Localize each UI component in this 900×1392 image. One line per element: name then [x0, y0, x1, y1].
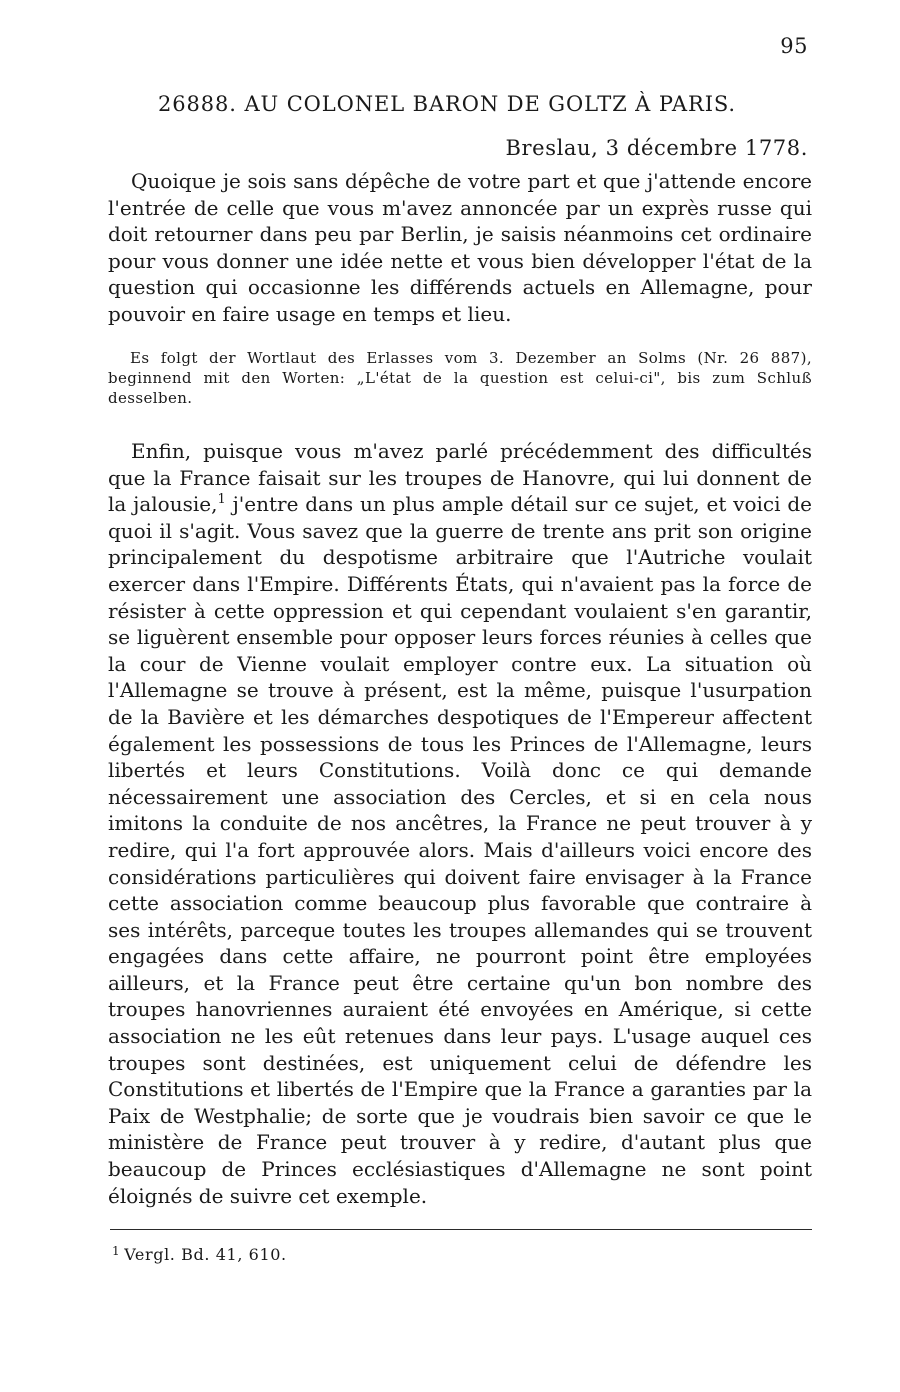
paragraph-1-text: Quoique je sois sans dépêche de votre part et que j'attende encore l'entrée de celle que vous m'avez annoncée par un exprès russe qui doit retourner dans peu par Berlin, je saisis néanmoins cet ordinaire pour vous donner une idée nette et vous bien développer l'état de la question qui occasionne les différends actuels en Allemagne, pour pouvoir en faire usage en temps et lieu.: [108, 169, 812, 326]
footnote-mark: 1: [112, 1244, 121, 1258]
dateline: Breslau, 3 décembre 1778.: [505, 136, 808, 160]
footnote-divider: [110, 1229, 812, 1230]
body-paragraph-1: [108, 168, 812, 328]
editorial-note: Es folgt der Wortlaut des Erlasses vom 3. Dezember an Solms (Nr. 26 887), beginnend mit den Worten: „L'état de la question est celui-ci", bis zum Schluß desselben.: [108, 349, 812, 407]
paragraph-2-text-rest: j'entre dans un plus ample détail sur ce sujet, et voici de quoi il s'agit. Vous savez que la guerre de trente ans prit son origine principalement du despotisme arbitraire que l'Autriche voulait exercer dans l'Empire. Différents États, qui n'avaient pas la force de résister à cette oppression et qui cependant voulaient s'en garantir, se liguèrent ensemble pour opposer leurs forces réunies à celles que la cour de Vienne voulait employer contre eux. La situation où l'Allemagne se trouve à présent, est la même, puisque l'usurpation de la Bavière et les démarches despotiques de l'Empereur affectent également les possessions de tous les Princes de l'Allemagne, leurs libertés et leurs Constitutions. Voilà donc ce qui demande nécessairement une association des Cercles, et si en cela nous imitons la conduite de nos ancêtres, la France ne peut trouver à y redire, qui l'a fort approuvée alors. Mais d'ailleurs voici encore des considérations particulières qui doivent faire envisager à la France cette association comme beaucoup plus favorable que contraire à ses intérêts, parceque toutes les troupes allemandes qui se trouvent engagées dans cette affaire, ne pourront point être employées ailleurs, et la France peut être certaine qu'un bon nombre des troupes hanovriennes auraient été envoyées en Amérique, si cette association ne les eût retenues dans leur pays. L'usage auquel ces troupes sont destinées, est uniquement celui de défendre les Constitutions et libertés de l'Empire que la France a garanties par la Paix de Westphalie; de sorte que je voudrais bien savoir ce que le ministère de France peut trouver à y redire, d'autant plus que beaucoup de Princes ecclésiastiques d'Allemagne ne sont point éloignés de suivre cet exemple.: [108, 492, 812, 1208]
letter-title: 26888. AU COLONEL BARON DE GOLTZ À PARIS.: [158, 92, 737, 116]
page-number: 95: [780, 34, 808, 58]
body-paragraph-2: [108, 438, 812, 1209]
paragraph-2-text-start: Enfin, puisque vous m'avez parlé précédemment des difficultés que la France faisait sur les troupes de Hanovre, qui lui donnent de la jalousie,: [108, 439, 812, 517]
footnote: [112, 1244, 287, 1264]
footnote-text: Vergl. Bd. 41, 610.: [124, 1245, 287, 1264]
footnote-reference: 1: [217, 492, 226, 508]
